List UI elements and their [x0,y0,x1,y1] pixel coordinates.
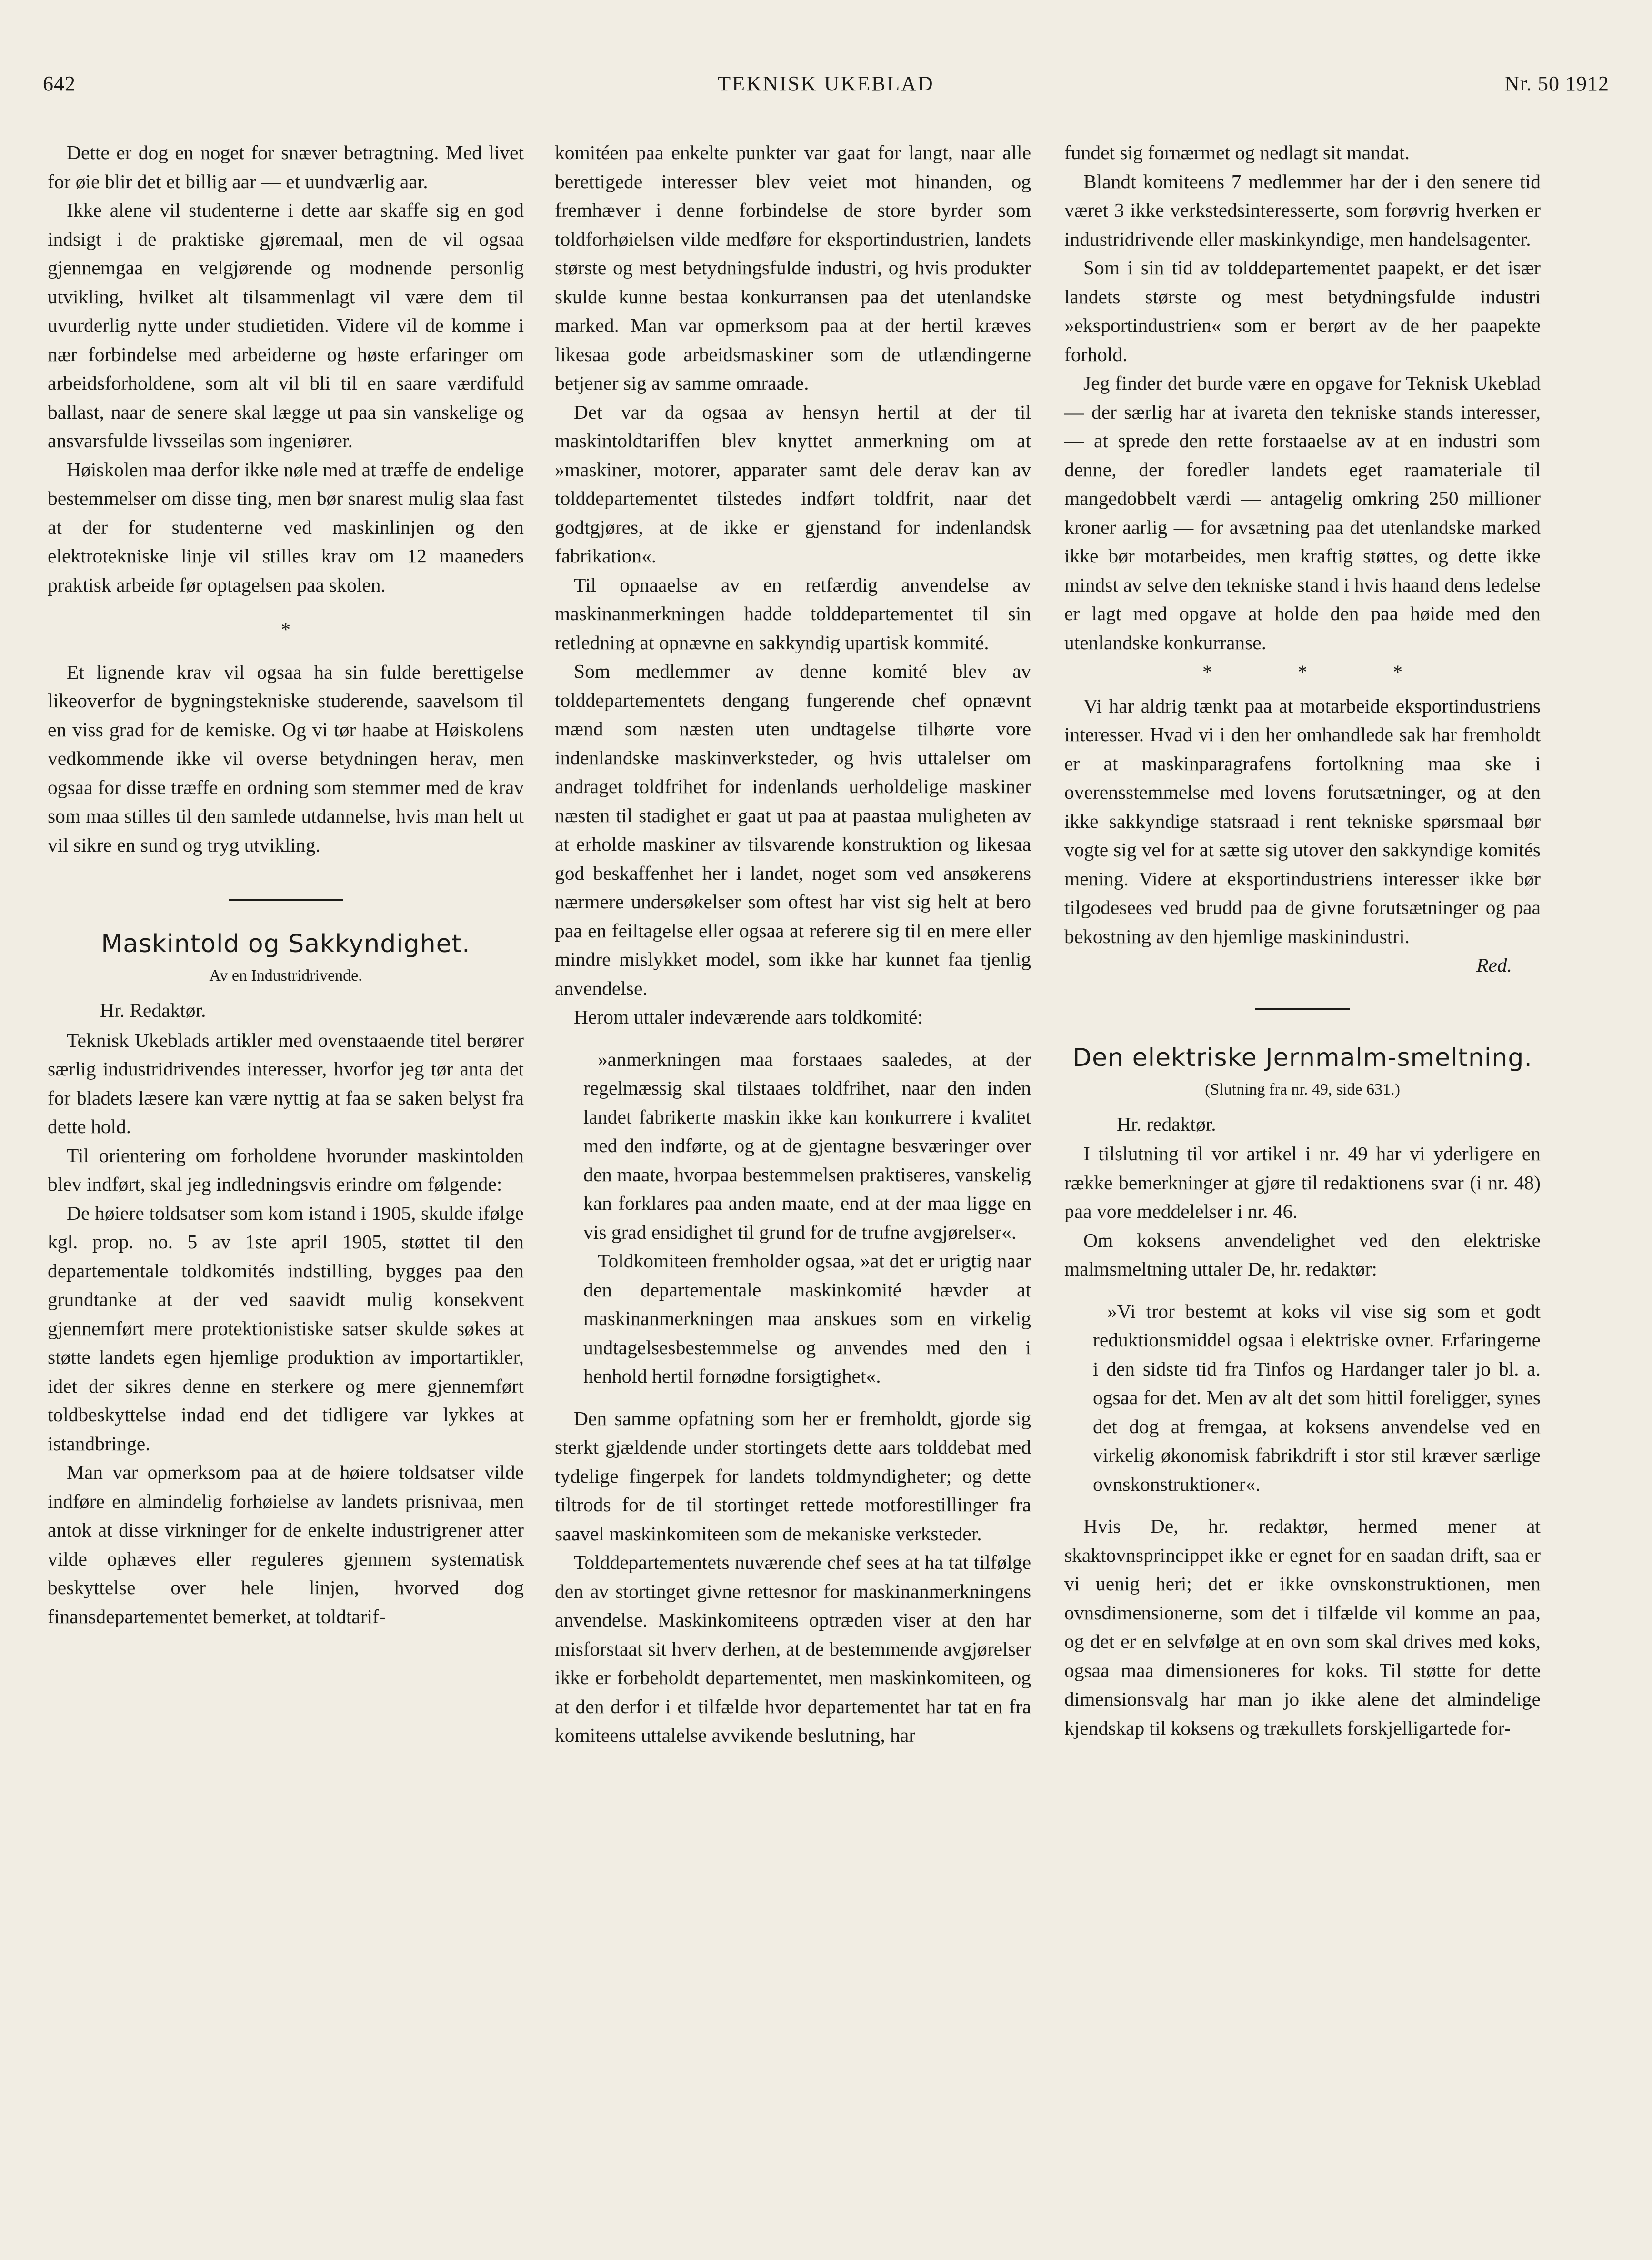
salutation: Hr. Redaktør. [100,999,206,1021]
editor-signature: Red. [1476,954,1512,976]
paragraph: Teknisk Ukeblads artikler med ovenstaaende titel berører særlig industridrivendes interesser, hvorfor jeg tør anta det for bladets læsere kan være nyttig at faa se saken belyst fra dette hold. [48,1029,524,1137]
column-2 [555,138,1031,1750]
paragraph: De høiere toldsatser som kom istand i 1905, skulde ifølge kgl. prop. no. 5 av 1ste april 1905, støttet til den departementale toldkomités indstilling, bygges paa den grundtanke at der ved saavidt mulig konsekvent gjennemført mere protektionistiske satser skulde søkes at støtte landets egen hjemlige produktion av importartikler, idet der sikres denne en sterkere og mere gjennemført toldbeskyttelse indad end det tidligere var lykkes at istandbringe. [48,1202,524,1455]
paragraph: Man var opmerksom paa at de høiere toldsatser vilde indføre en almindelig forhøielse av landets prisnivaa, men antok at disse virkninger for de enkelte industrigrener atter vilde ophæves eller reguleres gjennem systematisk beskyttelse over hele linjen, hvorved dog finansdepartementet bemerket, at toldtarif- [48,1461,524,1627]
paragraph: Et lignende krav vil ogsaa ha sin fulde berettigelse likeoverfor de bygningstekniske studerende, saavelsom til en viss grad for de kemiske. Og vi tør haabe at Høiskolens vedkommende ikke vil overse betydningen herav, men ogsaa for disse træffe en ordning som stemmer med de krav som maa stilles til den samlede utdannelse, hvis man helt ut vil sikre en sund og tryg utvikling. [48,661,524,856]
section-separator-star: * [281,619,290,640]
section-divider-rule [229,899,343,901]
paragraph: Høiskolen maa derfor ikke nøle med at træffe de endelige bestemmelser om disse ting, men bør snarest mulig slaa fast at der for studenterne ved maskinlinjen og den elektrotekniske linje vil stilles krav om 12 maaneders praktisk arbeide før optagelsen paa skolen. [48,458,524,596]
paragraph: I tilslutning til vor artikel i nr. 49 har vi yderligere en række bemerkninger at gjøre til redaktionens svar (i nr. 48) paa vore meddelelser i nr. 46. [1064,1143,1541,1222]
issue-number: Nr. 50 1912 [1504,72,1609,95]
paragraph: Til orientering om forholdene hvorunder maskintolden blev indført, skal jeg indledningsvis erindre om følgende: [48,1144,524,1195]
paragraph: fundet sig fornærmet og nedlagt sit mandat. [1064,141,1410,163]
article-title-maskintold: Maskintold og Sakkyndighet. [101,930,471,958]
paragraph: Som medlemmer av denne komité blev av tolddepartementets dengang fungerende chef opnævnt mænd som næsten uten undtagelse tilhørte vore indenlandske maskinverksteder, og hvis uttalelser om andraget toldfrihet for indenlands uerholdelige maskiner næsten til stadighet er gaat ut paa at paastaa muligheten av at erholde maskiner av tilsvarende konstruktion og likesaa god beskaffenhet her i landet, noget som ved ansøkerens nærmere undersøkelser som oftest har vist sig helt at bero paa en feiltagelse eller ogsaa at referere sig til en mere eller mindre mislykket model, som ikke har kunnet faa tjenlig anvendelse. [555,660,1031,999]
page-number: 642 [43,72,76,95]
article-byline: (Slutning fra nr. 49, side 631.) [1205,1080,1400,1098]
column-3 [1064,138,1541,1742]
paragraph: Til opnaaelse av en retfærdig anvendelse av maskinanmerkningen hadde tolddepartementet til sin retledning at opnævne en sakkyndig upartisk kommité. [555,573,1031,653]
salutation: Hr. redaktør. [1117,1113,1216,1135]
quote-paragraph: »anmerkningen maa forstaaes saaledes, at der regelmæssig skal tilstaaes toldfrihet, naar den inden landet fabrikerte maskin ikke kan konkurrere i kvalitet med den indførte, og at de gjentagne besværinger over den maate, hvorpaa bestemmelsen praktiseres, vanskelig kan forklares paa anden maate, end at der maa ligge en vis grad ensidighet til grund for de trufne avgjørelser«. [583,1048,1031,1243]
star: * [1393,661,1402,683]
paragraph: Om koksens anvendelighet ved den elektriske malmsmeltning uttaler De, hr. redaktør: [1064,1229,1541,1280]
paragraph: Jeg finder det burde være en opgave for Teknisk Ukeblad — der særlig har at ivareta den tekniske stands interesser, — at sprede den rette forstaaelse av at en industri som denne, der foredler landets eget raamateriale til mangedobbelt værdi — antagelig omkring 250 millioner kroner aarlig — for avsætning paa det utenlandske marked ikke bør motarbeides, men kraftig støttes, og dette ikke mindst av selve den tekniske stand i hvis haand dens ledelse er lagt med opgave at holde den paa høide med den utenlandske konkurranse. [1064,372,1541,653]
block-quote [1064,1297,1541,1499]
paragraph: komitéen paa enkelte punkter var gaat for langt, naar alle berettigede interesser blev veiet mot hinanden, og fremhæver i denne forbindelse de store byrder som toldforhøielsen vilde medføre for eksportindustrien, landets største og mest betydningsfulde industri, og hvis produkter skulde kunne bestaa konkurransen paa det utenlandske marked. Man var opmerksom paa at der hertil kræves likesaa gode arbeidsmaskiner som de utlændingerne betjener sig av samme omraade. [555,141,1031,394]
block-quote [555,1045,1031,1391]
paragraph: Blandt komiteens 7 medlemmer har der i den senere tid været 3 ikke verkstedsinteresserte, som forøvrig hverken er industridrivende eller maskinkyndige, men handelsagenter. [1064,170,1541,250]
article-title-jernmalm: Den elektriske Jernmalm-smeltning. [1072,1043,1532,1072]
journal-title: TEKNISK UKEBLAD [718,72,934,95]
article-byline: Av en Industridrivende. [209,967,362,984]
paragraph: Vi har aldrig tænkt paa at motarbeide eksportindustriens interesser. Hvad vi i den her omhandlede sak har fremholdt er at maskinparagrafens fortolkning maa ske i overensstemmelse med lovens forutsætninger, og at den ikke sakkyndige statsraad i rent tekniske spørsmaal bør vogte sig vel for at sætte sig utover den sakkyndige komités mening. Videre at eksportindustriens interesser ikke bør tilgodesees ved brudd paa de givne forutsætninger og paa bekostning av den hjemlige maskinindustri. [1064,694,1541,947]
paragraph: Som i sin tid av tolddepartementet paapekt, er det især landets største og mest betydningsfulde industri »eksportindustrien« som er berørt av de her paapekte forhold. [1064,257,1541,365]
section-divider-rule [1255,1008,1350,1010]
star: * [1202,661,1212,683]
star: * [1298,661,1307,683]
quote-paragraph: Toldkomiteen fremholder ogsaa, »at det er urigtig naar den departementale maskinkomité hævder at maskinanmerkningen maa anskues som en virkelig undtagelsesbestemmelse og anvendes med den i henhold hertil fornødne forsigtighet«. [583,1250,1031,1387]
column-1 [48,138,524,1631]
paragraph: Hvis De, hr. redaktør, hermed mener at skaktovnsprincippet ikke er egnet for en saadan drift, saa er vi uenig heri; det er ikke ovnskonstruktionen, men ovnsdimensionerne, som det i tilfælde vil komme an paa, og det er en selvfølge at en ovn som skal drives med koks, ogsaa maa dimensioneres for koks. Til støtte for dette dimensionsvalg har man jo ikke alene det almindelige kjendskap til koksens og trækullets forskjelligartede for- [1064,1515,1541,1739]
paragraph: Den samme opfatning som her er fremholdt, gjorde sig sterkt gjældende under stortingets dette aars tolddebat med tydelige fingerpek for landets toldmyndigheter; og dette tiltrods for de til stortinget rettede motforestillinger fra saavel maskinkomiteen som de mekaniske verksteder. [555,1407,1031,1545]
quote-paragraph: »Vi tror bestemt at koks vil vise sig som et godt reduktionsmiddel ogsaa i elektriske ovner. Erfaringerne i den sidste tid fra Tinfos og Hardanger taler jo bl. a. ogsaa for det. Men av alt det som hittil foreligger, synes det dog at fremgaa, at koksens anvendelse ved en virkelig økonomisk fabrikdrift i stor stil kræver særlige ovnskonstruktioner«. [1093,1300,1541,1495]
paragraph: Det var da ogsaa av hensyn hertil at der til maskintoldtariffen blev knyttet anmerkning om at »maskiner, motorer, apparater samt dele derav kan av tolddepartementet tilstedes indført toldfrit, naar det godtgjøres, at de ikke er gjenstand for indenlandsk fabrikation«. [555,401,1031,567]
paragraph: Herom uttaler indeværende aars toldkomité: [574,1006,923,1028]
separator-stars [1064,658,1541,687]
paragraph: Tolddepartementets nuværende chef sees at ha tat tilfølge den av stortinget givne rettesnor for maskinanmerkningens anvendelse. Maskinkomiteens optræden viser at den har misforstaat sit hverv derhen, at de bestemmende avgjørelser ikke er forbeholdt departementet, men maskinkomiteen, og at den derfor i et tilfælde hvor departementet har tat en fra komiteens uttalelse avvikende beslutning, har [555,1551,1031,1746]
paragraph: Dette er dog en noget for snæver betragtning. Med livet for øie blir det et billig aar — et uundværlig aar. [48,141,524,192]
running-head [43,71,1609,105]
paragraph: Ikke alene vil studenterne i dette aar skaffe sig en god indsigt i de praktiske gjøremaal, men de vil ogsaa gjennemgaa en velgjørende og modnende personlig utvikling, hvilket alt tilsammenlagt vil være dem til uvurderlig nytte under studietiden. Videre vil de komme i nær forbindelse med arbeiderne og høste erfaringer om arbeidsforholdene, som alt vil bli til en saare værdifuld ballast, naar de senere skal lægge ut paa sin vanskelige og ansvarsfulde livsseilas som ingeniører. [48,199,524,452]
